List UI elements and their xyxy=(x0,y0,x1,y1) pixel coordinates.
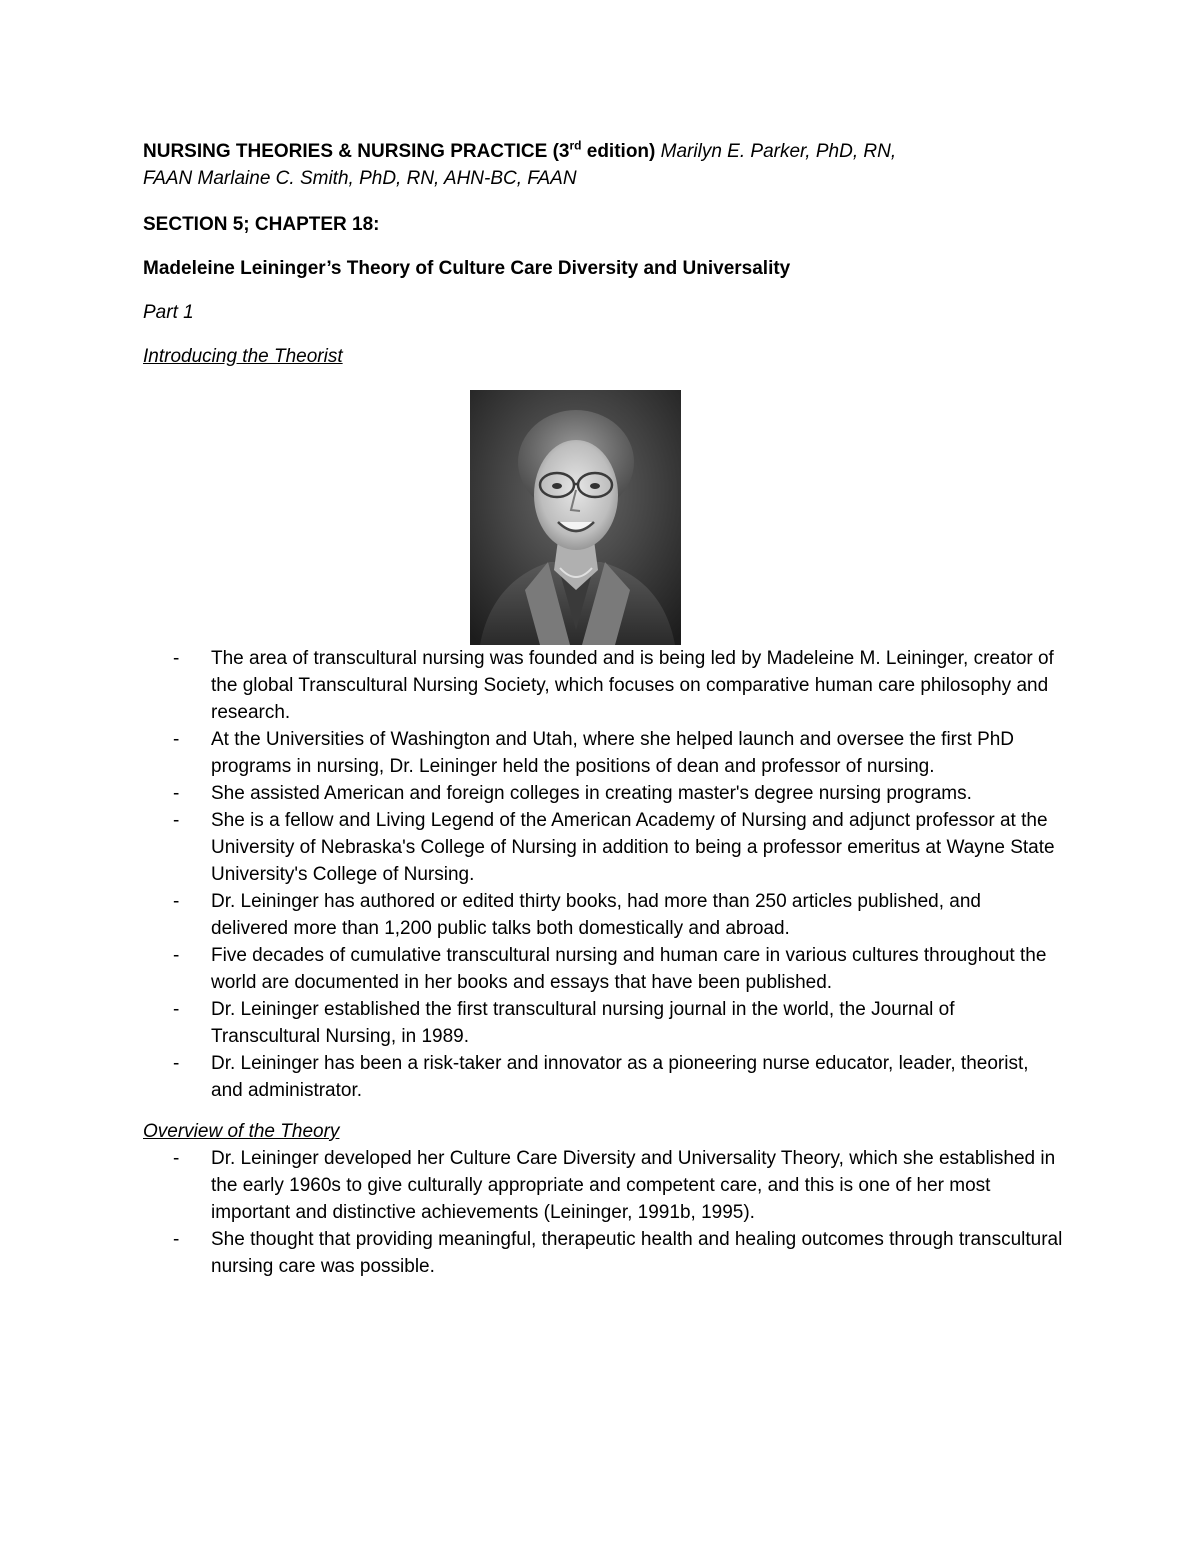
list-item xyxy=(143,1050,1063,1104)
list-item-text: At the Universities of Washington and Utah, where she helped launch and oversee the first PhD programs in nursing, Dr. Leininger held the positions of dean and professor of nursing. xyxy=(211,729,1015,777)
edition-superscript: rd xyxy=(569,138,582,153)
theory-title: Madeleine Leininger’s Theory of Culture Care Diversity and Universality xyxy=(143,258,791,279)
list-item-text: Dr. Leininger developed her Culture Care Diversity and Universality Theory, which she established in the early 1960s to give culturally appropriate and competent care, and this is one of her most important and distinctive achievements (Leininger, 1991b, 1995). xyxy=(211,1148,1056,1223)
introducing-bullet-list xyxy=(143,645,1063,1104)
list-item xyxy=(143,780,1063,807)
list-item-text: Dr. Leininger has authored or edited thirty books, had more than 250 articles published, and delivered more than 1,200 public talks both domestically and abroad. xyxy=(211,891,981,939)
bullet-dash: - xyxy=(173,1229,180,1250)
list-item xyxy=(143,645,1063,726)
section-heading: SECTION 5; CHAPTER 18: xyxy=(143,214,380,235)
portrait-photo xyxy=(470,390,681,645)
bullet-dash: - xyxy=(173,999,180,1020)
list-item-text: She thought that providing meaningful, therapeutic health and healing outcomes through transcultural nursing care was possible. xyxy=(211,1229,1063,1277)
list-item-text: The area of transcultural nursing was founded and is being led by Madeleine M. Leininger, creator of the global Transcultural Nursing Society, which focuses on comparative human care philosophy and research. xyxy=(211,648,1054,723)
bullet-dash: - xyxy=(173,1053,180,1074)
authors-line-2: FAAN Marlaine C. Smith, PhD, RN, AHN-BC, FAAN xyxy=(143,168,577,189)
list-item xyxy=(143,942,1063,996)
list-item-text: She assisted American and foreign colleges in creating master's degree nursing programs. xyxy=(211,783,972,804)
document-page xyxy=(143,138,1063,1280)
part-label: Part 1 xyxy=(143,302,194,323)
list-item xyxy=(143,1145,1063,1226)
list-item-text: Dr. Leininger established the first transcultural nursing journal in the world, the Journal of Transcultural Nursing, in 1989. xyxy=(211,999,955,1047)
bullet-dash: - xyxy=(173,783,180,804)
bullet-dash: - xyxy=(173,810,180,831)
bullet-dash: - xyxy=(173,729,180,750)
overview-heading: Overview of the Theory xyxy=(143,1121,340,1142)
bullet-dash: - xyxy=(173,648,180,669)
bullet-dash: - xyxy=(173,891,180,912)
overview-bullet-list xyxy=(143,1145,1063,1280)
list-item-text: Dr. Leininger has been a risk-taker and innovator as a pioneering nurse educator, leader, theorist, and administrator. xyxy=(211,1053,1029,1101)
list-item-text: She is a fellow and Living Legend of the American Academy of Nursing and adjunct professor at the University of Nebraska's College of Nursing in addition to being a professor emeritus at Wayne State University's College of Nursing. xyxy=(211,810,1055,885)
book-edition: edition) xyxy=(581,141,656,162)
book-citation xyxy=(143,138,1063,192)
bullet-dash: - xyxy=(173,1148,180,1169)
introducing-heading: Introducing the Theorist xyxy=(143,346,343,367)
list-item-text: Five decades of cumulative transcultural nursing and human care in various cultures throughout the world are documented in her books and essays that have been published. xyxy=(211,945,1047,993)
list-item xyxy=(143,726,1063,780)
list-item xyxy=(143,996,1063,1050)
authors-line-1: Marilyn E. Parker, PhD, RN, xyxy=(655,141,897,162)
book-title: NURSING THEORIES & NURSING PRACTICE (3 xyxy=(143,141,570,162)
list-item xyxy=(143,807,1063,888)
list-item xyxy=(143,1226,1063,1280)
list-item xyxy=(143,888,1063,942)
bullet-dash: - xyxy=(173,945,180,966)
